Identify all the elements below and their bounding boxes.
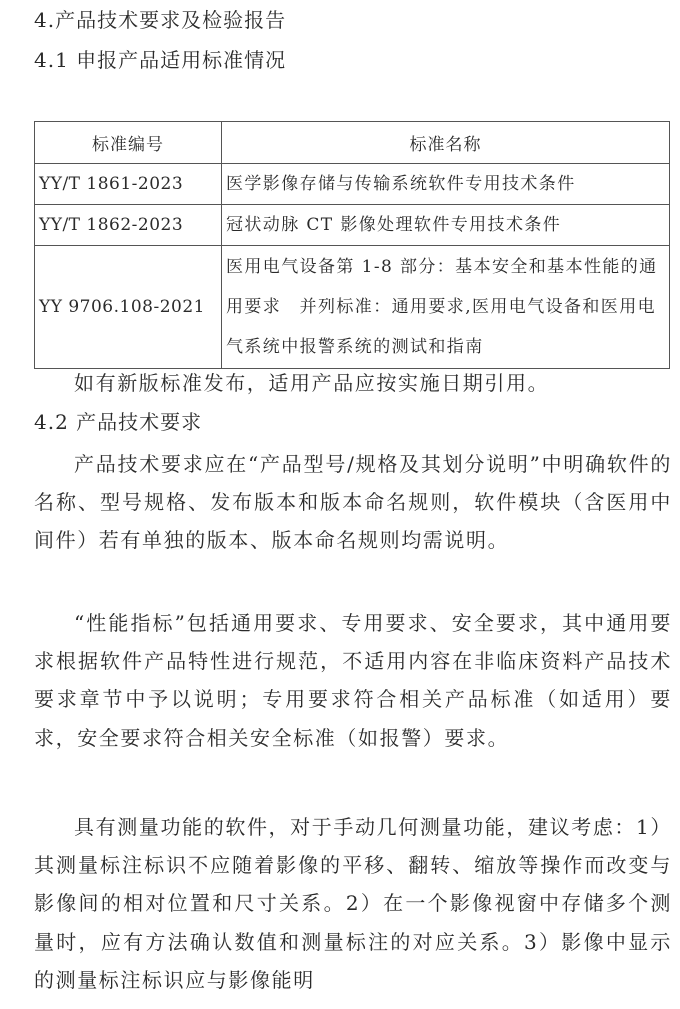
- standard-code-cell: YY/T 1861-2023: [35, 164, 222, 205]
- subsection-title-4-2: 4.2 产品技术要求: [34, 410, 203, 434]
- standard-name-cell: 医学影像存储与传输系统软件专用技术条件: [222, 164, 670, 205]
- section-title: 4.产品技术要求及检验报告: [34, 8, 287, 32]
- paragraph-measurement-functions: 具有测量功能的软件，对于手动几何测量功能，建议考虑：1）其测量标注标识不应随着影像的平移、翻转、缩放等操作而改变与影像间的相对位置和尺寸关系。2）在一个影像视窗中存储多个测量时，应有方法确认数值和测量标注的对应关系。3）影像中显示的测量标注标识应与影像能明: [34, 815, 672, 992]
- subsection-title-4-1: 4.1 申报产品适用标准情况: [34, 48, 287, 72]
- header-standard-code: 标准编号: [35, 122, 222, 164]
- standard-name-cell: 冠状动脉 CT 影像处理软件专用技术条件: [222, 205, 670, 246]
- paragraph-performance-indicators: “性能指标”包括通用要求、专用要求、安全要求，其中通用要求根据软件产品特性进行规范，不适用内容在非临床资料产品技术要求章节中予以说明；专用要求符合相关产品标准（如适用）要求，安全要求符合相关安全标准（如报警）要求。: [34, 611, 672, 750]
- standard-code-cell: YY 9706.108-2021: [35, 246, 222, 369]
- standards-note: 如有新版标准发布，适用产品应按实施日期引用。: [74, 371, 550, 395]
- table-row: [35, 246, 670, 369]
- table-row: [35, 164, 670, 205]
- header-standard-name: 标准名称: [222, 122, 670, 164]
- standard-name-cell: 医用电气设备第 1-8 部分：基本安全和基本性能的通用要求 并列标准：通用要求,医用电气设备和医用电气系统中报警系统的测试和指南: [222, 246, 670, 369]
- table-header-row: [35, 122, 670, 164]
- paragraph-version-requirements: 产品技术要求应在“产品型号/规格及其划分说明”中明确软件的名称、型号规格、发布版本和版本命名规则，软件模块（含医用中间件）若有单独的版本、版本命名规则均需说明。: [34, 452, 672, 553]
- standards-table: [34, 121, 670, 369]
- table-row: [35, 205, 670, 246]
- standard-code-cell: YY/T 1862-2023: [35, 205, 222, 246]
